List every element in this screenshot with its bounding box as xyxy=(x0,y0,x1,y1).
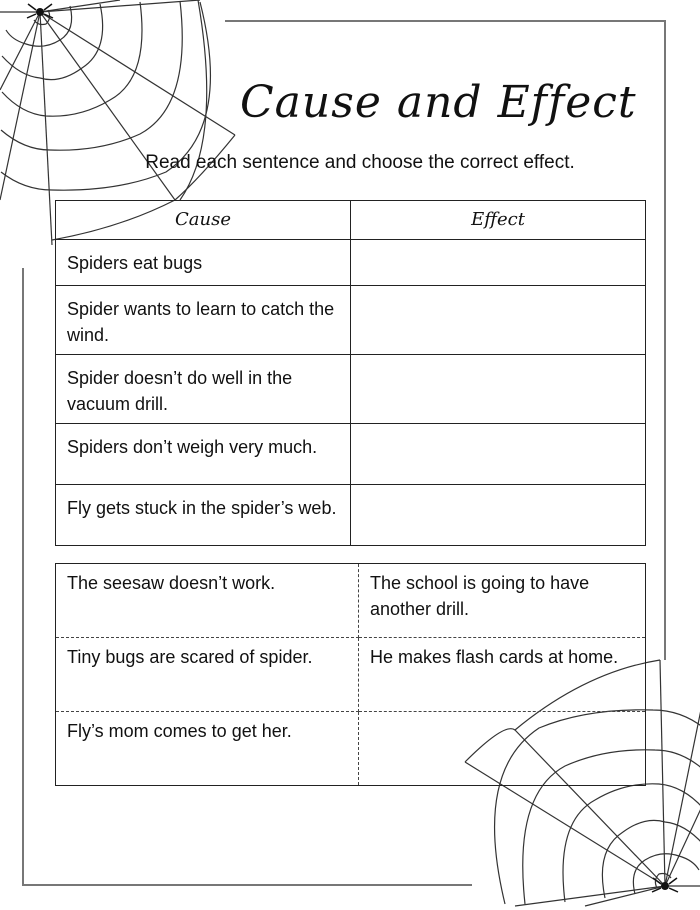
cause-cell: Spider doesn’t do well in the vacuum drill. xyxy=(56,355,351,424)
worksheet-title: Cause and Effect xyxy=(240,77,637,128)
choice-card[interactable]: Tiny bugs are scared of spider. xyxy=(56,638,359,712)
choice-row xyxy=(56,712,646,786)
frame-left-line xyxy=(22,268,24,886)
cause-cell: Spiders eat bugs xyxy=(56,240,351,286)
effect-drop-cell[interactable] xyxy=(351,355,646,424)
table-row xyxy=(56,355,646,424)
choice-card[interactable]: The seesaw doesn’t work. xyxy=(56,564,359,638)
choice-row xyxy=(56,638,646,712)
effect-column-header: Effect xyxy=(351,201,646,240)
effect-drop-cell[interactable] xyxy=(351,485,646,546)
cause-cell: Spiders don’t weigh very much. xyxy=(56,424,351,485)
cause-effect-table xyxy=(55,200,646,546)
table-row xyxy=(56,424,646,485)
cause-cell: Fly gets stuck in the spider’s web. xyxy=(56,485,351,546)
table-row xyxy=(56,286,646,355)
frame-right-line xyxy=(664,20,666,660)
choice-card[interactable]: The school is going to have another drill. xyxy=(359,564,646,638)
choice-card-empty xyxy=(359,712,646,786)
choice-card[interactable]: Fly’s mom comes to get her. xyxy=(56,712,359,786)
effect-drop-cell[interactable] xyxy=(351,424,646,485)
choice-card[interactable]: He makes flash cards at home. xyxy=(359,638,646,712)
cause-column-header: Cause xyxy=(56,201,351,240)
table-row xyxy=(56,485,646,546)
effect-drop-cell[interactable] xyxy=(351,240,646,286)
effect-choices-grid xyxy=(55,563,646,786)
choice-row xyxy=(56,564,646,638)
worksheet-instructions: Read each sentence and choose the correct effect. xyxy=(145,152,575,173)
frame-top-line xyxy=(225,20,665,22)
table-row xyxy=(56,240,646,286)
cause-cell: Spider wants to learn to catch the wind. xyxy=(56,286,351,355)
effect-drop-cell[interactable] xyxy=(351,286,646,355)
table-header-row xyxy=(56,201,646,240)
frame-bottom-line xyxy=(22,884,472,886)
